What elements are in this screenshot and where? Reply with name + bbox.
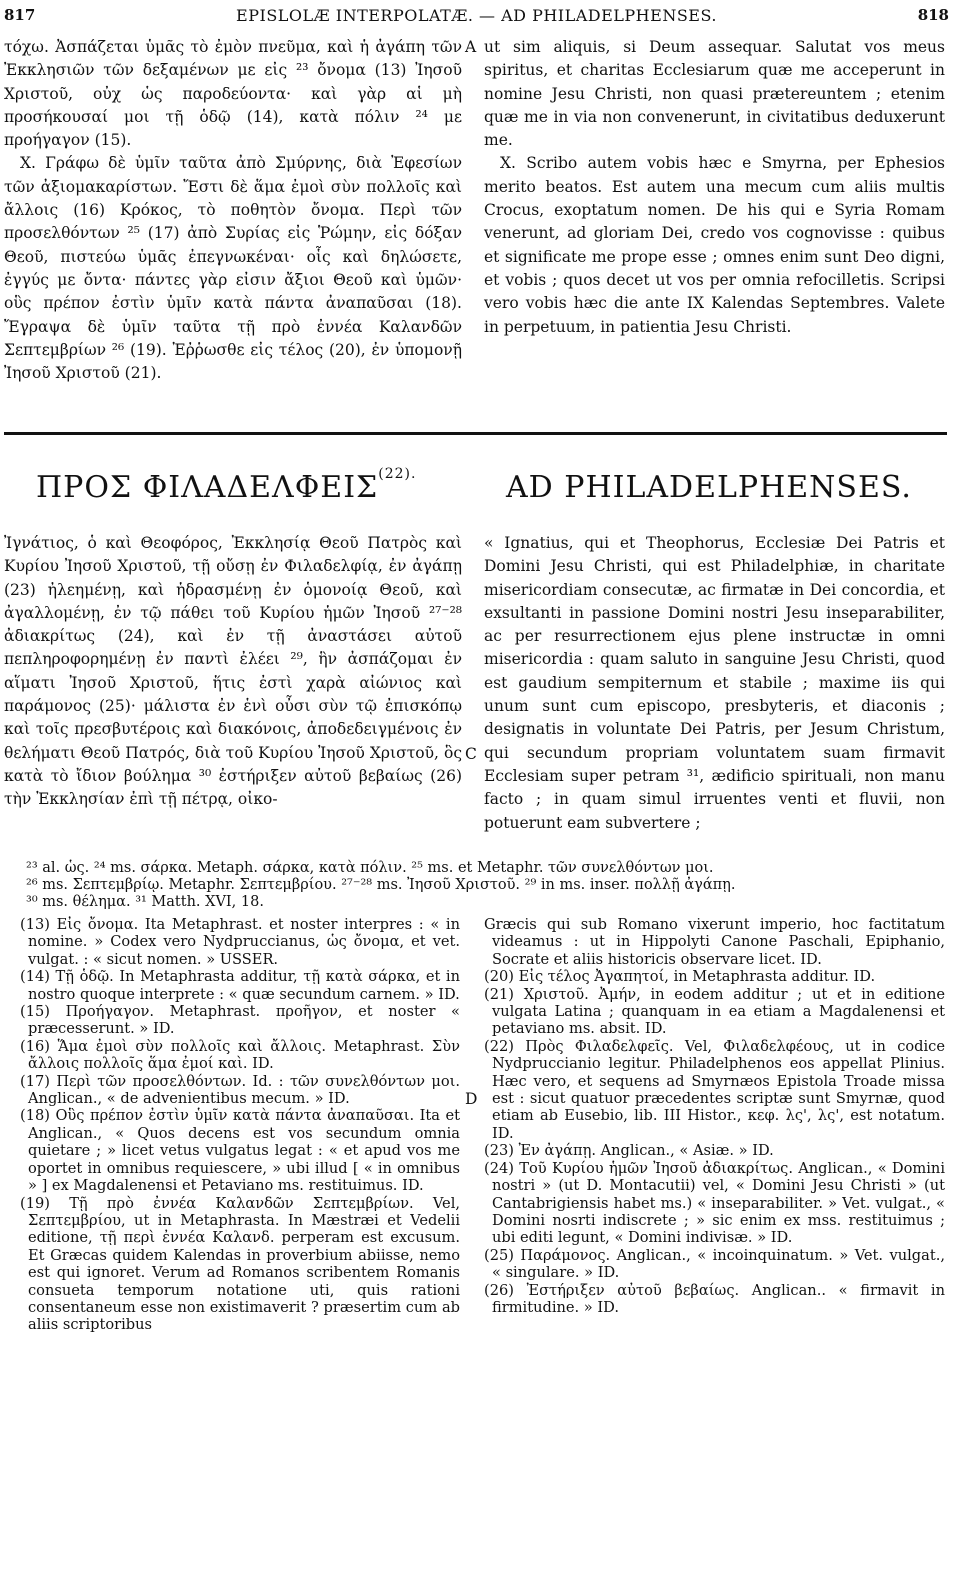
latin-section-paragraph: « Ignatius, qui et Theophorus, Ecclesiæ Dei Patris et Domini Jesu Christi, qui est Philadelphiæ, in charitate misericordiam consecutæ, ac firmatæ in Dei concordia, et exsultanti in passione Domini nostri Jesu inseparabiliter, ac per resurrectionem ejus plene instructæ in omni misericordia : quam saluto in sanguine Jesu Christi, quod est gaudium sempiternum et stabile ; maxime iis qui unum sunt cum episcopo, presbyteris, et diaconis ; designatis in voluntate Dei Patris, per Jesum Christum, qui secundum propriam voluntatem suam firmavit Ecclesiam super petram ³¹, ædificio spirituali, non manu facto ; in quam simul irruentes venti et fluvii, non potuerunt eam subvertere ; <box>484 534 945 832</box>
footnotes-right <box>484 916 945 1316</box>
latin-text-section <box>484 532 945 835</box>
margin-letter-a: A <box>465 38 477 56</box>
footnote: (13) Εἰς ὄνομα. Ita Metaphrast. et noster interpres : « in nomine. » Codex vero Nydpruccianus, ὡς ὄνομα, et vet. vulgat. : « sicut nomen. » USSER. <box>20 916 460 968</box>
section-divider <box>4 432 947 435</box>
latin-paragraph: ut sim aliquis, si Deum assequar. Salutat vos meus spiritus, et charitas Ecclesiarum quæ me acceperunt in nomine Jesu Christi, non quasi prætereuntem ; etenim quæ me in via non convenerunt, in civitatibus deduxerunt me. <box>484 38 945 150</box>
greek-section-paragraph: Ἰγνάτιος, ὁ καὶ Θεοφόρος, Ἐκκλησίᾳ Θεοῦ Πατρὸς καὶ Κυρίου Ἰησοῦ Χριστοῦ, τῇ οὔσῃ ἐν Φιλαδελφίᾳ, ἐν ἀγάπῃ (23) ἠλεημένῃ, καὶ ἡδρασμένῃ ἐν ὁμονοίᾳ Θεοῦ, καὶ ἀγαλλομένῃ, ἐν τῷ πάθει τοῦ Κυρίου ἡμῶν Ἰησοῦ ²⁷⁻²⁸ ἀδιακρίτως (24), καὶ ἐν τῇ ἀναστάσει αὐτοῦ πεπληροφορημένῃ ἐν παντὶ ἐλέει ²⁹, ἣν ἀσπάζομαι ἐν αἵματι Ἰησοῦ Χριστοῦ, ἥτις ἐστὶ χαρὰ αἰώνιος καὶ παράμονος (25)· μάλιστα ἐν ἑνὶ οὖσι σὺν τῷ ἐπισκόπῳ καὶ τοῖς πρεσβυτέροις καὶ διακόνοις, ἀποδεδειγμένοις ἐν θελήματι Θεοῦ Πατρός, διὰ τοῦ Κυρίου Ἰησοῦ Χριστοῦ, ὃς κατὰ τὸ ἴδιον βούλημα ³⁰ ἐστήριξεν αὐτοῦ βεβαίως (26) τὴν Ἐκκλησίαν ἐπὶ τῇ πέτρᾳ, οἰκο- <box>4 534 462 809</box>
critical-line: ²³ al. ὡς. ²⁴ ms. σάρκα. Metaph. σάρκα, κατὰ πόλιν. ²⁵ ms. et Metaphr. τῶν συνελθόντων μοι. <box>26 860 714 876</box>
greek-text-section <box>4 532 462 812</box>
footnote: (19) Τῇ πρὸ ἐννέα Καλανδῶν Σεπτεμβρίων. Vel, Σεπτεμβρίου, ut in Metaphrasta. In Mæstræi et Vedelii editione, τῇ περὶ ἐννέα Καλανδ. perperam est excusum. Et Græcas quidem Kalendas in proverbium abiisse, nemo est qui ignoret. Verum ad Romanos scribentem Romanis consueta temporum notatione uti, quis rationi consentaneum esse non existimaverit ? præsertim cum ab aliis scriptoribus <box>20 1194 460 1334</box>
critical-line: ³⁰ ms. θέλημα. ³¹ Matth. XVI, 18. <box>26 894 264 910</box>
running-header <box>0 4 953 28</box>
greek-title-text: ΠΡΟΣ ΦΙΛΑΔΕΛΦΕΙΣ <box>36 470 379 505</box>
page-number-right: 818 <box>917 6 949 24</box>
margin-letter-c: C <box>465 745 477 763</box>
greek-text-top <box>4 36 462 385</box>
footnote: (21) Χριστοῦ. Ἀμήν, in eodem additur ; ut et in editione vulgata Latina ; quanquam in ea etiam a Magdalenensi et petaviano ms. absit. ID. <box>484 985 945 1038</box>
latin-title: AD PHILADELPHENSES. <box>506 470 912 505</box>
footnote: (26) Ἐστήριξεν αὐτοῦ βεβαίως. Anglican.. « firmavit in firmitudine. » ID. <box>484 1281 945 1316</box>
margin-letter-d: D <box>465 1090 478 1108</box>
latin-paragraph-x: X. Scribo autem vobis hæc e Smyrna, per Ephesios merito beatos. Est autem una mecum cum aliis multis Crocus, exoptatum nomen. De his qui e Syria Romam venerunt, ad gloriam Dei, credo vos cognovisse : quibus et significate me prope esse ; omnes enim sunt Deo digni, et vobis ; quos decet ut vos per omnia refocilletis. Scripsi vero vobis hæc die ante IX Kalendas Septembres. Valete in perpetuum, in patientia Jesu Christi. <box>484 154 945 336</box>
critical-apparatus <box>26 860 946 911</box>
footnote: (18) Οὓς πρέπον ἐστὶν ὑμῖν κατὰ πάντα ἀναπαῦσαι. Ita et Anglican., « Quos decens est vos secundum omnia quietare ; » licet vetus vulgatus legat : « et apud vos me oportet in omnibus requiescere, » ubi illud [ « in omnibus » ] ex Magdalenensi et Petaviano ms. restituimus. ID. <box>20 1107 460 1195</box>
footnote: (23) Ἐν ἀγάπῃ. Anglican., « Asiæ. » ID. <box>484 1142 774 1160</box>
greek-paragraph-x: X. Γράφω δὲ ὑμῖν ταῦτα ἀπὸ Σμύρνης, διὰ Ἐφεσίων τῶν ἀξιομακαρίστων. Ἔστι δὲ ἅμα ἐμοὶ σὺν πολλοῖς καὶ ἄλλοις (16) Κρόκος, τὸ ποθητὸν ὄνομα. Περὶ τῶν προσελθόντων ²⁵ (17) ἀπὸ Συρίας εἰς Ῥώμην, εἰς δόξαν Θεοῦ, πιστεύω ὑμᾶς ἐπεγνωκέναι· οἷς καὶ δηλώσετε, ἐγγύς με ὄντα· πάντες γὰρ εἰσιν ἄξιοι Θεοῦ καὶ ὑμῶν· οὓς πρέπον ἐστὶν ὑμῖν κατὰ πάντα ἀναπαῦσαι (18). Ἔγραψα δὲ ὑμῖν ταῦτα τῇ πρὸ ἐννέα Καλανδῶν Σεπτεμβρίων ²⁶ (19). Ἐῤῥωσθε εἰς τέλος (20), ἐν ὑπομονῇ Ἰησοῦ Χριστοῦ (21). <box>4 154 462 383</box>
greek-paragraph: τόχω. Ἀσπάζεται ὑμᾶς τὸ ἐμὸν πνεῦμα, καὶ ἡ ἀγάπη τῶν Ἐκκλησιῶν τῶν δεξαμένων με εἰς ²³ ὄνομα (13) Ἰησοῦ Χριστοῦ, οὐχ ὡς παροδεύοντα· καὶ γὰρ αἱ μὴ προσήκουσαί μοι τῇ ὁδῷ (14), κατὰ πόλιν ²⁴ με προήγαγον (15). <box>4 38 462 150</box>
footnote: (14) Τῇ ὁδῷ. In Metaphrasta additur, τῇ κατὰ σάρκα, et in nostro quoque interprete : « quæ secundum carnem. » ID. <box>20 968 460 1003</box>
footnote: (25) Παράμονος. Anglican., « incoinquinatum. » Vet. vulgat., « singulare. » ID. <box>484 1246 945 1282</box>
footnote: (24) Τοῦ Κυρίου ἡμῶν Ἰησοῦ ἀδιακρίτως. Anglican., « Domini nostri » (ut D. Montacutii) vel, « Domini Jesu Christi » (ut Cantabrigiensis habet ms.) « inseparabiliter. » Vet. vulgat., « Domini nosrti indiscrete ; » sic enim ex mss. restituimus ; ubi editi legunt, « Domini indivisæ. » ID. <box>484 1159 945 1247</box>
footnote: (15) Προήγαγον. Metaphrast. προῆγον, et noster « præcesserunt. » ID. <box>20 1003 460 1038</box>
page-number-left: 817 <box>4 6 36 24</box>
latin-text-top <box>484 36 945 339</box>
footnotes-left <box>20 916 460 1334</box>
greek-title-note: (22). <box>378 466 417 482</box>
greek-title <box>36 466 417 505</box>
footnote: (20) Εἰς τέλος Ἀγαπητοί, in Metaphrasta additur. ID. <box>484 968 876 986</box>
critical-line: ²⁶ ms. Σεπτεμβρίῳ. Metaphr. Σεπτεμβρίου. ²⁷⁻²⁸ ms. Ἰησοῦ Χριστοῦ. ²⁹ in ms. inser. πολλῇ ἀγάπῃ. <box>26 877 736 893</box>
footnote: Græcis qui sub Romano vixerunt imperio, hoc factitatum videamus : ut in Hippolyti Canone Paschali, Epiphanio, Socrate et aliis historicis observare licet. ID. <box>484 916 945 968</box>
footnote: (22) Πρὸς Φιλαδελφεῖς. Vel, Φιλαδελφέους, ut in codice Nydpruccianio legitur. Philadelphenos eos appellat Plinius. Hæc vero, et sequens ad Smyrnæos Epistola Troade missa est : sicut quatuor præcedentes scriptæ sunt Smyrnæ, quod etiam ab Eusebio, lib. III Histor., κεφ. λς', λς', est notatum. ID. <box>484 1037 945 1142</box>
running-title: EPISLOLÆ INTERPOLATÆ. — AD PHILADELPHENSES. <box>236 6 717 25</box>
footnote: (16) Ἅμα ἐμοὶ σὺν πολλοῖς καὶ ἄλλοις. Metaphrast. Σὺν ἄλλοις πολλοῖς ἅμα ἐμοί καὶ. ID. <box>20 1037 460 1073</box>
footnote: (17) Περὶ τῶν προσελθόντων. Id. : τῶν συνελθόντων μοι. Anglican., « de advenientibus mecum. » ID. <box>20 1072 460 1108</box>
